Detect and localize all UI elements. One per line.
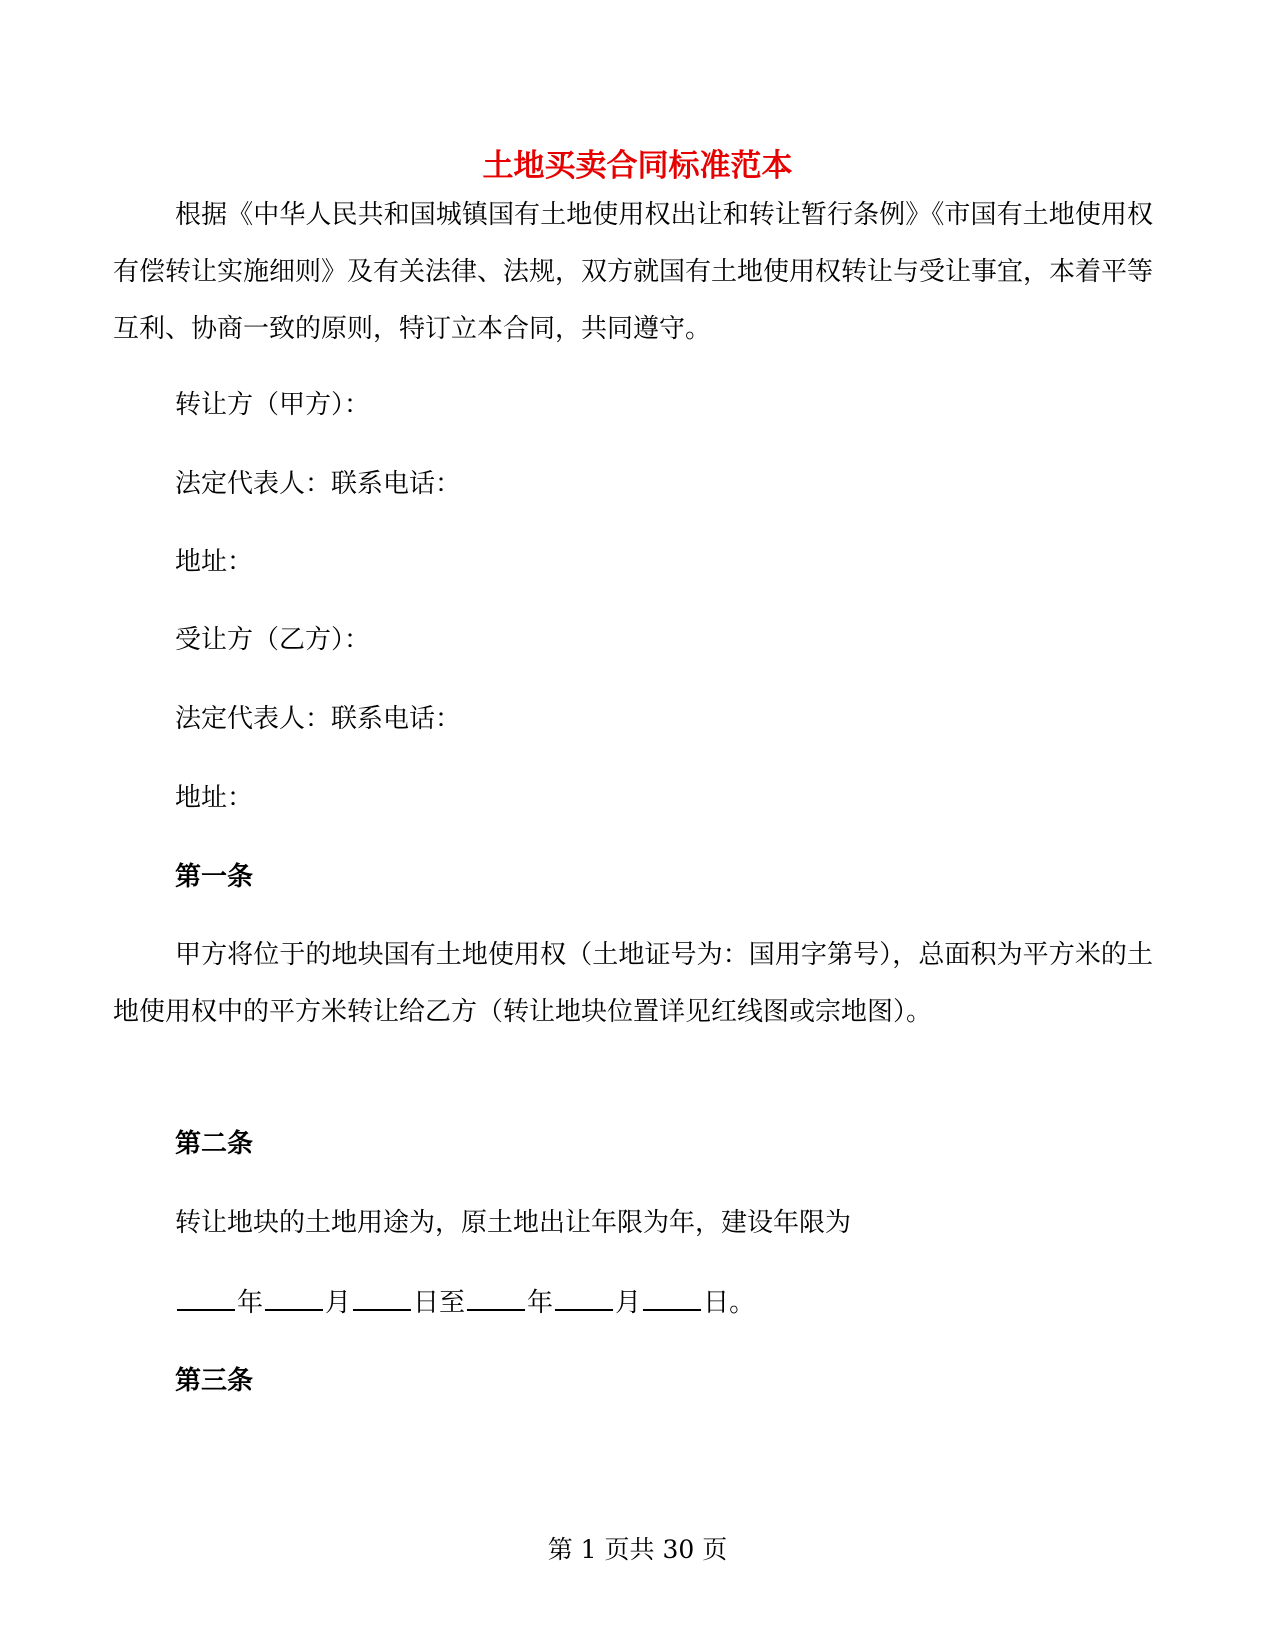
date-month-1: 月 — [325, 1288, 352, 1318]
blank-year-1 — [177, 1283, 235, 1311]
blank-day-2 — [643, 1283, 701, 1311]
party-b-label: 受让方（乙方）： — [175, 625, 371, 655]
party-b-representative: 法定代表人：联系电话： — [175, 704, 462, 734]
party-b-address: 地址： — [175, 783, 254, 813]
article-2-heading: 第二条 — [175, 1129, 254, 1159]
date-year-2: 年 — [527, 1288, 554, 1318]
intro-paragraph: 根据《中华人民共和国城镇国有土地使用权出让和转让暂行条例》《市国有土地使用权有偿转让实施细则》及有关法律、法规，双方就国有土地使用权转让与受让事宜，本着平等互利、协商一致的原则，特订立本合同，共同遵守。 — [113, 200, 1154, 344]
document-title: 土地买卖合同标准范本 — [482, 148, 793, 184]
article-3-heading: 第三条 — [175, 1366, 254, 1396]
date-day-2: 日。 — [703, 1288, 756, 1318]
date-range-line — [175, 1283, 755, 1323]
blank-year-2 — [467, 1283, 525, 1311]
page-number-footer: 第 1 页共 30 页 — [547, 1535, 728, 1564]
article-2-text: 转让地块的土地用途为，原土地出让年限为年，建设年限为 — [175, 1208, 852, 1238]
date-year-1: 年 — [237, 1288, 264, 1318]
party-a-label: 转让方（甲方）： — [175, 390, 371, 420]
blank-month-1 — [265, 1283, 323, 1311]
article-1-heading: 第一条 — [175, 862, 254, 892]
article-1-text: 甲方将位于的地块国有土地使用权（土地证号为：国用字第号），总面积为平方米的土地使用权中的平方米转让给乙方（转让地块位置详见红线图或宗地图）。 — [113, 940, 1153, 1027]
blank-month-2 — [555, 1283, 613, 1311]
blank-day-1 — [353, 1283, 411, 1311]
date-day-1: 日至 — [413, 1288, 466, 1318]
party-a-address: 地址： — [175, 547, 254, 577]
party-a-representative: 法定代表人：联系电话： — [175, 469, 462, 499]
date-month-2: 月 — [615, 1288, 642, 1318]
